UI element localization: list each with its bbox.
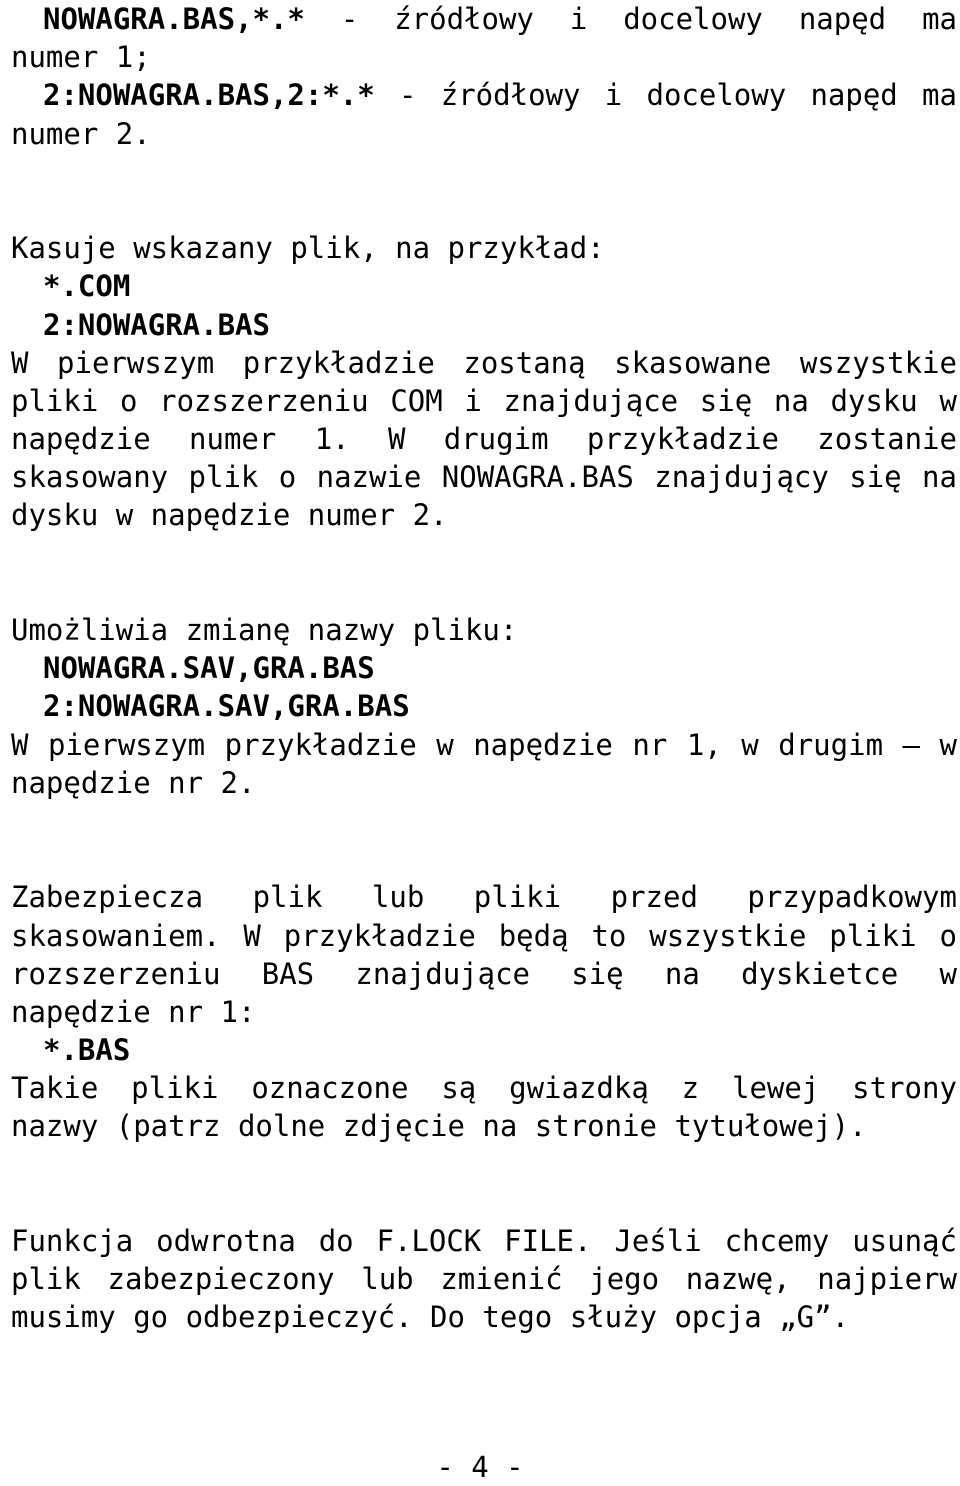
delete-para-line-4 — [11, 458, 957, 496]
word: się — [699, 383, 753, 418]
word: zabezpieczony — [107, 1262, 335, 1297]
word: znajdujące — [503, 383, 679, 418]
word: Funkcja — [11, 1224, 134, 1258]
word: w — [741, 727, 759, 762]
word: przypadkowym — [747, 880, 957, 915]
unlock-para-line-1 — [11, 1222, 957, 1260]
word: z — [681, 1071, 700, 1106]
word: na — [922, 460, 957, 495]
word: w — [939, 956, 957, 991]
word: chcemy — [724, 1224, 830, 1258]
word: nazwę, — [685, 1262, 791, 1297]
word: nazwie — [316, 460, 422, 495]
word: rozszerzeniu — [11, 956, 221, 991]
delete-para-last-line: dysku w napędzie numer 2. — [11, 498, 448, 533]
delete-example-2: 2:NOWAGRA.BAS — [43, 307, 270, 342]
word: do — [318, 1224, 354, 1258]
word: zostaną — [463, 345, 586, 380]
lock-para-line-1 — [11, 878, 957, 916]
unlock-para-line-2 — [11, 1260, 957, 1298]
word: w — [939, 727, 957, 762]
delete-para-line-1 — [11, 344, 957, 382]
word: ma — [922, 2, 957, 36]
word: NOWAGRA.BAS — [441, 460, 634, 495]
intro-line-3 — [11, 76, 957, 114]
word: lub — [371, 880, 425, 915]
word: i — [604, 78, 623, 113]
word: drugim — [778, 727, 884, 762]
word: ma — [922, 78, 957, 113]
word: NOWAGRA.BAS,*.* — [43, 2, 305, 36]
word: znajdujący — [654, 460, 829, 495]
word: o — [119, 383, 138, 418]
word: to — [591, 918, 627, 953]
word: lewej — [732, 1071, 820, 1106]
lock-example: *.BAS — [43, 1033, 131, 1068]
delete-description: Kasuje wskazany plik, na przykład: — [11, 231, 605, 266]
lock-para2-last-line: nazwy (patrz dolne zdjęcie na stronie tytułowej). — [11, 1109, 867, 1144]
delete-para-line-2 — [11, 382, 957, 420]
word: BAS — [261, 956, 315, 991]
spacer — [11, 1146, 957, 1184]
word: skasowany — [11, 460, 169, 495]
word: o — [278, 460, 297, 495]
document-page — [11, 0, 957, 1337]
intro-line-2: numer 1; — [11, 40, 151, 75]
word: i — [464, 383, 482, 418]
word: pliki — [473, 880, 562, 915]
word: F.LOCK — [376, 1224, 482, 1258]
intro-line-1 — [11, 0, 957, 38]
word: napęd — [798, 2, 887, 36]
word: Zabezpiecza — [11, 880, 204, 915]
word: gwiazdką — [509, 1071, 649, 1106]
word: się — [849, 460, 902, 495]
word: w — [939, 383, 957, 418]
word: przykładzie — [242, 345, 435, 380]
word: COM — [390, 383, 443, 418]
section-lock — [11, 840, 957, 878]
word: pliki — [131, 1071, 219, 1106]
word: przykładzie — [586, 422, 779, 457]
word: będą — [498, 918, 569, 953]
word: – — [902, 727, 921, 762]
lock-para-line-4: napędzie nr 1: — [11, 994, 256, 1029]
lock-para2-line-1 — [11, 1069, 957, 1107]
word: wszystkie — [799, 345, 957, 380]
word: napęd — [810, 78, 898, 113]
word: plik — [11, 1262, 81, 1297]
word: przed — [610, 880, 698, 915]
word: skasowaniem. — [11, 918, 221, 953]
lock-para-line-2 — [11, 917, 957, 955]
word: numer — [189, 422, 277, 457]
unlock-para-last-line: musimy go odbezpieczyć. Do tego służy opcja „G”. — [11, 1300, 850, 1335]
spacer — [11, 535, 957, 573]
word: pierwszym — [57, 345, 215, 380]
word: wszystkie — [649, 918, 807, 953]
word: pliki — [11, 383, 99, 418]
word: W — [11, 345, 29, 380]
word: na — [664, 956, 700, 991]
word: drugim — [443, 422, 549, 457]
word: zmienić — [440, 1262, 563, 1297]
word: dysku — [830, 383, 918, 418]
word: przykładzie — [283, 918, 476, 953]
word: 2:NOWAGRA.BAS,2:*.* — [43, 78, 375, 113]
intro-line-4: numer 2. — [11, 116, 151, 151]
word: napędzie — [473, 727, 613, 762]
word: napędzie — [11, 422, 151, 457]
word: najpierw — [817, 1262, 957, 1297]
word: W — [243, 918, 261, 953]
word: plik — [252, 880, 323, 915]
section-unlock — [11, 1184, 957, 1222]
word: źródłowy — [394, 2, 534, 36]
word: docelowy — [623, 2, 763, 36]
delete-example-1: *.COM — [43, 269, 131, 304]
delete-para-line-3 — [11, 420, 957, 458]
word: W — [387, 422, 406, 457]
word: - — [399, 78, 417, 113]
word: o — [939, 918, 957, 953]
spacer — [11, 802, 957, 840]
word: w — [436, 727, 454, 762]
word: źródłowy — [440, 78, 581, 113]
word: 1, — [686, 727, 722, 762]
word: Jeśli — [614, 1224, 702, 1258]
word: dyskietce — [741, 956, 899, 991]
word: znajdujące — [355, 956, 531, 991]
word: skasowane — [614, 345, 772, 380]
section-rename — [11, 573, 957, 611]
word: odwrotna — [156, 1224, 296, 1258]
page-number: - 4 - — [436, 1450, 524, 1484]
lock-para-line-3 — [11, 955, 957, 993]
rename-description: Umożliwia zmianę nazwy pliku: — [11, 613, 518, 647]
word: zostanie — [817, 422, 957, 457]
word: i — [569, 2, 588, 36]
word: W — [11, 727, 29, 762]
word: FILE. — [504, 1224, 592, 1258]
spacer — [11, 153, 957, 191]
word: nr — [632, 727, 668, 762]
word: rozszerzeniu — [159, 383, 369, 418]
word: strony — [852, 1071, 957, 1106]
word: plik — [188, 460, 259, 495]
rename-para-last-line: napędzie nr 2. — [11, 765, 256, 800]
word: się — [571, 956, 624, 991]
section-delete — [11, 191, 957, 229]
word: pierwszym — [47, 727, 206, 762]
rename-example-1: NOWAGRA.SAV,GRA.BAS — [43, 651, 375, 686]
word: lub — [361, 1262, 414, 1297]
word: przykładzie — [224, 727, 417, 762]
rename-example-2: 2:NOWAGRA.SAV,GRA.BAS — [43, 689, 410, 724]
word: usunąć — [852, 1224, 957, 1258]
word: Takie — [11, 1071, 99, 1106]
word: pliki — [829, 918, 917, 953]
word: oznaczone — [251, 1071, 409, 1106]
word: są — [441, 1071, 477, 1106]
word: docelowy — [646, 78, 787, 113]
word: - — [340, 2, 359, 36]
rename-para-line-1 — [11, 726, 957, 764]
word: jego — [589, 1262, 660, 1297]
word: 1. — [314, 422, 350, 457]
word: na — [773, 383, 809, 418]
